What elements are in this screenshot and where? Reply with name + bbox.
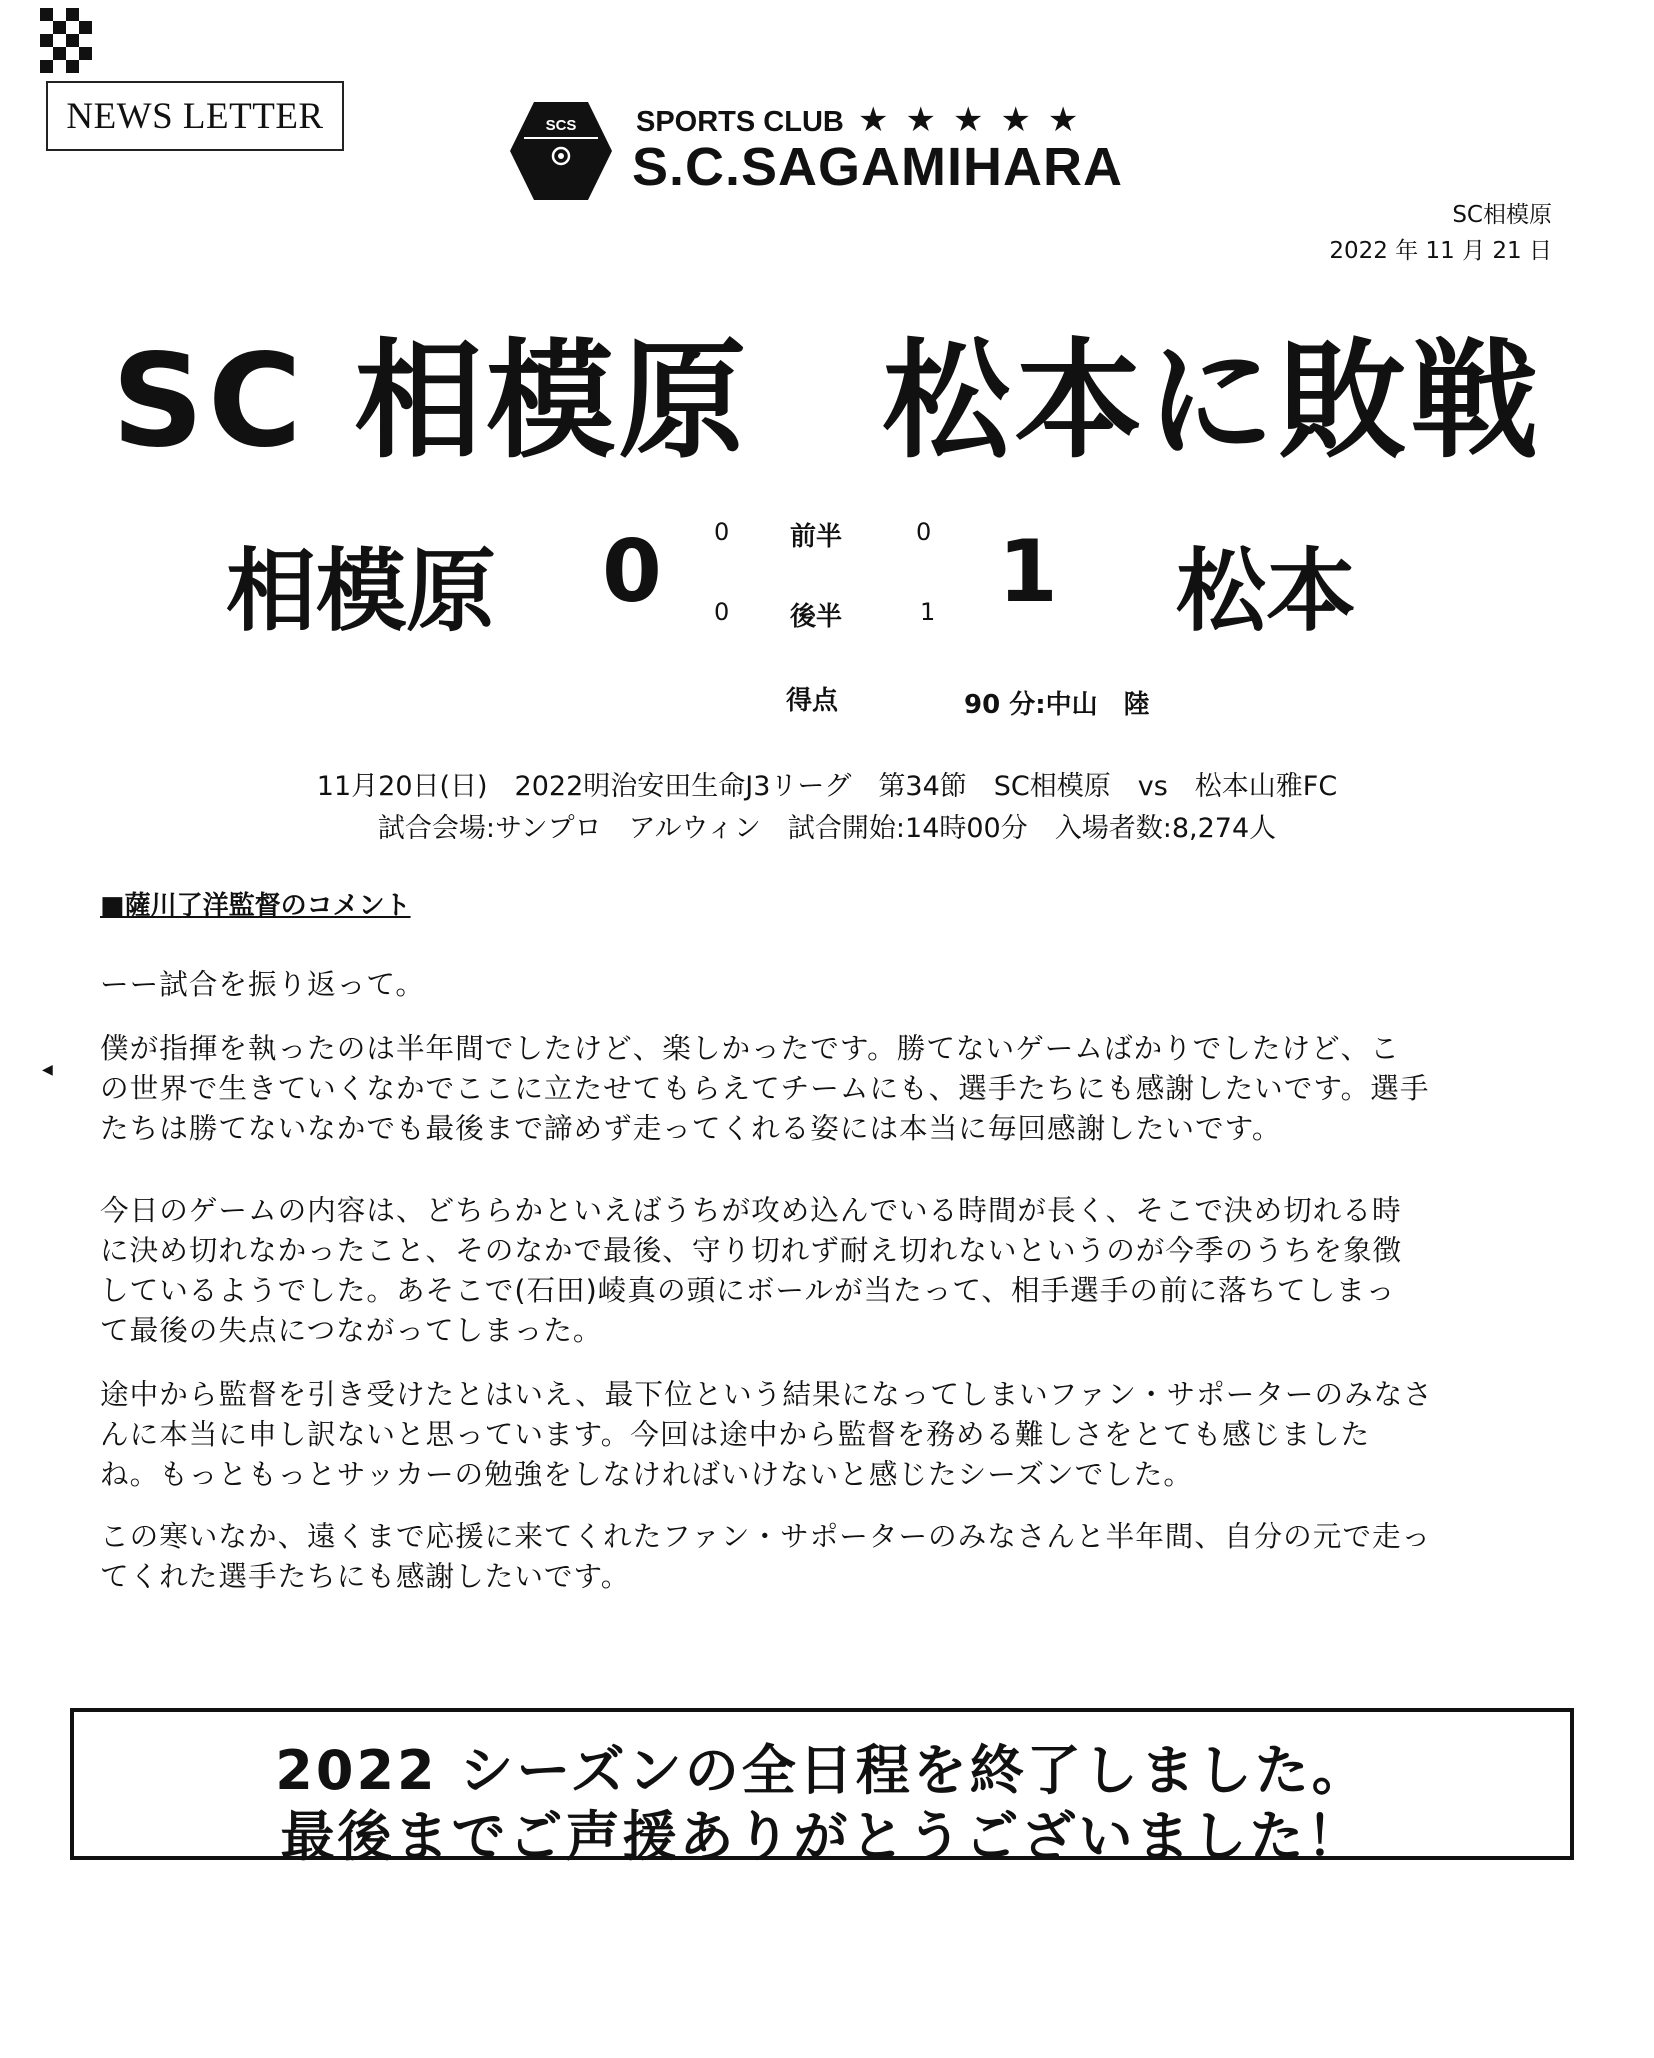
comment-paragraph-4 — [100, 1516, 1560, 1596]
second-half-label: 後半 — [790, 602, 843, 632]
paragraph-line: の世界で生きていくなかでここに立たせてもらえてチームにも、選手たちにも感謝したいです。選手 — [100, 1071, 1430, 1105]
away-score: 1 — [998, 522, 1058, 622]
interview-question: ーー試合を振り返って。 — [100, 967, 425, 1001]
home-team: 相模原 — [226, 539, 496, 644]
checker-mark — [40, 0, 92, 72]
paragraph-line: 途中から監督を引き受けたとはいえ、最下位という結果になってしまいファン・サポーターのみなさ — [100, 1377, 1433, 1411]
match-info-line2: 試合会場:サンプロ アルウィン 試合開始:14時00分 入場者数:8,274人 — [377, 813, 1277, 844]
club-name-small: SPORTS CLUB — [636, 106, 844, 138]
margin-mark-icon: ◀ — [42, 1062, 53, 1078]
paragraph-line: 僕が指揮を執ったのは半年間でしたけど、楽しかったです。勝てないゲームばかりでしたけど、こ — [100, 1031, 1400, 1065]
scorers-label: 得点 — [786, 686, 839, 716]
newsletter-badge: NEWS LETTER — [46, 81, 344, 151]
paragraph-line: この寒いなか、遠くまで応援に来てくれたファン・サポーターのみなさんと半年間、自分の元で走っ — [100, 1519, 1432, 1553]
club-name-large: S.C.SAGAMIHARA — [632, 137, 1124, 197]
paragraph-line: 今日のゲームの内容は、どちらかといえばうちが攻め込んでいる時間が長く、そこで決め切れる時 — [100, 1193, 1402, 1227]
paragraph-line: たちは勝てないなかでも最後まで諦めず走ってくれる姿には本当に毎回感謝したいです。 — [100, 1111, 1282, 1145]
paragraph-line: て最後の失点につながってしまった。 — [100, 1313, 603, 1347]
paragraph-line: ね。もっともっとサッカーの勉強をしなければいけないと感じたシーズンでした。 — [100, 1457, 1193, 1491]
issue-date: 2022 年 11 月 21 日 — [1329, 238, 1552, 264]
scorers: 90 分:中山 陸 — [964, 690, 1150, 720]
paragraph-line: しているようでした。あそこで(石田)崚真の頭にボールが当たって、相手選手の前に落ちてしまっ — [100, 1273, 1396, 1307]
closing-banner — [70, 1708, 1574, 1868]
away-team: 松本 — [1176, 539, 1356, 644]
paragraph-line: んに本当に申し訳ないと思っています。今回は途中から監督を務める難しさをとても感じました — [100, 1417, 1371, 1451]
match-info-line1: 11月20日(日) 2022明治安田生命J3リーグ 第34節 SC相模原 vs 松本山雅FC — [316, 771, 1338, 802]
comment-paragraph-1 — [100, 1028, 1560, 1148]
banner-line-1: 2022 シーズンの全日程を終了しました。 — [275, 1739, 1369, 1802]
first-half-label: 前半 — [790, 522, 843, 552]
banner-line-2: 最後までご声援ありがとうございました！ — [280, 1805, 1364, 1868]
logo-monogram: SCS — [545, 117, 577, 134]
organization: SC相模原 — [1452, 202, 1552, 228]
first-half-home: 0 — [714, 518, 730, 546]
headline: SC 相模原 松本に敗戦 — [111, 327, 1543, 476]
comment-heading: ■薩川了洋監督のコメント — [100, 891, 411, 921]
stars-icon: ★★★★★ — [858, 100, 1096, 140]
comment-paragraph-2 — [100, 1190, 1560, 1350]
second-half-away: 1 — [920, 598, 936, 626]
comment-paragraph-3 — [100, 1374, 1560, 1494]
paragraph-line: てくれた選手たちにも感謝したいです。 — [100, 1559, 631, 1593]
paragraph-line: に決め切れなかったこと、そのなかで最後、守り切れず耐え切れないというのが今季のうちを象徴 — [100, 1233, 1403, 1267]
club-logo-icon — [508, 100, 614, 202]
home-score: 0 — [602, 522, 662, 622]
second-half-home: 0 — [714, 598, 730, 626]
first-half-away: 0 — [916, 518, 932, 546]
